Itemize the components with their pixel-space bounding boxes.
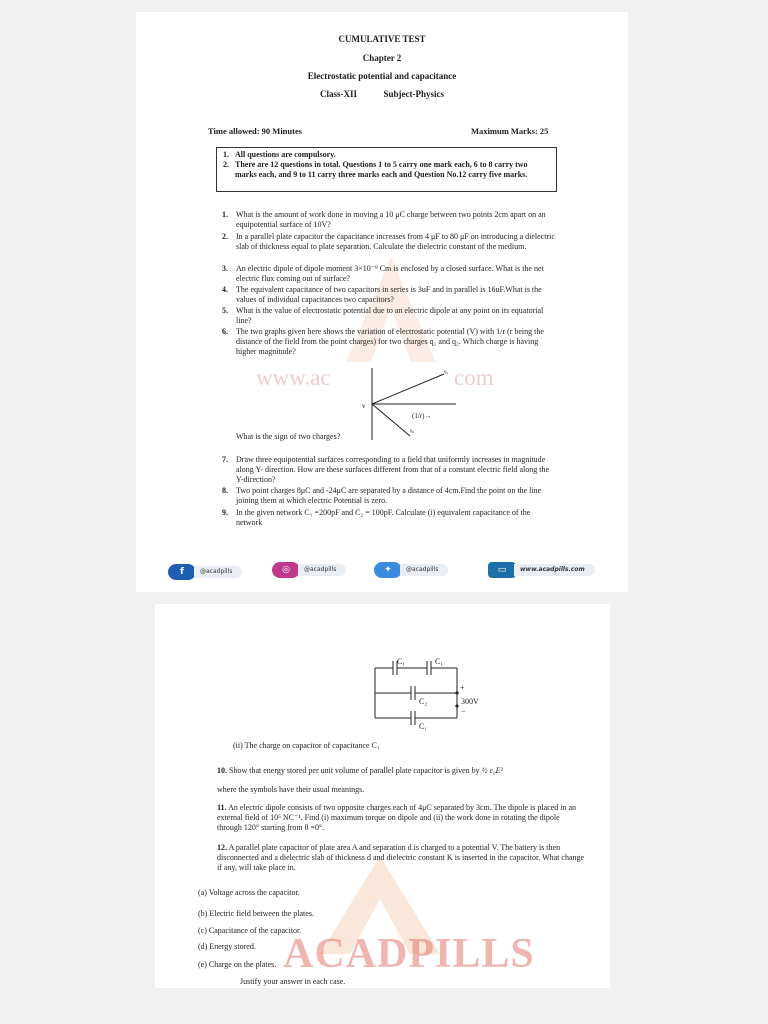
test-page-1 xyxy=(136,12,628,592)
label-plus: + xyxy=(460,683,465,692)
question-1: 1. What is the amount of work done in moving a 10 μC charge between two points 2cm apart on an equipotential surface of 10V? xyxy=(222,210,546,229)
subject-label: Subject-Physics xyxy=(383,89,444,99)
question-2: 2. In a parallel plate capacitor the capacitance increases from 4 μF to 80 μF on introducing a dielectric slab of thickness equal to plate separation. Calculate the dielectric constant of the medium. xyxy=(222,232,555,251)
twitter-link[interactable] xyxy=(374,562,448,578)
question-10-note: where the symbols have their usual meanings. xyxy=(217,785,365,794)
instagram-handle: @acadpills xyxy=(298,564,346,576)
subject-title: Electrostatic potential and capacitance xyxy=(307,71,457,81)
label-c1-top-left: C₁ xyxy=(397,657,406,666)
question-7: 7. Draw three equipotential surfaces corresponding to a field that uniformly increases in magnitude along Y- direction. How are these surfaces different from that of a constant electric field along the Y-direction? xyxy=(222,455,549,484)
question-5: 5. What is the value of electrostatic potential due to an electric dipole at any point on its equatorial line? xyxy=(222,306,544,325)
option-d: (d) Energy stored. xyxy=(198,942,256,951)
question-12: 12. A parallel plate capacitor of plate area A and separation d is charged to a potential V. The battery is then disconnected and a dielectric slab of thickness d and dielectric constant K is inserted in the capacitor. What change if any, will take place in. xyxy=(217,843,585,872)
question-9-part-ii: (ii) The charge on capacitor of capacitance C₁ xyxy=(233,741,380,750)
twitter-handle: @acadpills xyxy=(400,564,448,576)
graph-q2-label: q₂ xyxy=(410,429,415,434)
web-icon: ▭ xyxy=(488,562,516,578)
option-b: (b) Electric field between the plates. xyxy=(198,909,314,918)
class-label: Class-XII xyxy=(319,89,357,99)
option-c: (c) Capacitance of the capacitor. xyxy=(198,926,302,935)
time-allowed: Time allowed: 90 Minutes xyxy=(208,126,303,136)
graph-axis-label: (1/r)→ xyxy=(412,412,432,420)
website-link[interactable] xyxy=(488,562,595,578)
graph-caption: What is the sign of two charges? xyxy=(236,432,341,441)
chapter-label: Chapter 2 xyxy=(362,53,402,63)
instruction-item: 2. There are 12 questions in total. Questions 1 to 5 carry one mark each, 6 to 8 carry two marks each, and 9 to 11 carry three marks each and Question No.12 carry five marks. xyxy=(223,160,528,179)
label-minus: − xyxy=(461,707,466,716)
label-c2: C₂ xyxy=(419,697,428,706)
website-url: www.acadpills.com xyxy=(514,564,595,576)
graph-v-label: v xyxy=(362,402,366,410)
facebook-link[interactable] xyxy=(168,564,242,580)
question-6: 6. The two graphs given here shows the variation of electrostatic potential (V) with 1/r (r being the distance of the field from the point charges) for two charges q₁ and q₂. Which charge is having higher magnitude? xyxy=(222,327,544,356)
label-voltage: 300V xyxy=(461,697,479,706)
label-c1-top-right: C₁ xyxy=(435,657,444,666)
question-3: 3. An electric dipole of dipole moment 3×10⁻⁹ Cm is enclosed by a closed surface. What is the net electric flux coming out of surface? xyxy=(222,264,544,283)
capacitor-circuit xyxy=(365,656,515,736)
class-subject-row xyxy=(136,89,628,99)
question-10: 10. Show that energy stored per unit volume of parallel plate capacitor is given by ½ ε₀E² xyxy=(217,766,503,775)
potential-graph xyxy=(360,364,460,444)
question-4: 4. The equivalent capacitance of two capacitors in series is 3uF and in parallel is 16uF.What is the values of individual capacitances two capacitors? xyxy=(222,285,542,304)
twitter-icon: ✦ xyxy=(374,562,402,578)
question-9: 9. In the given network C₁ =200pF and C₂ = 100pF. Calculate (i) equivalent capacitance of the network xyxy=(222,508,531,527)
facebook-handle: @acadpills xyxy=(194,566,242,578)
label-c1-bottom: C₁ xyxy=(419,722,428,731)
maximum-marks: Maximum Marks: 25 xyxy=(471,126,549,136)
instructions-box xyxy=(216,147,557,192)
energy-formula: ½ ε₀E² xyxy=(481,766,503,775)
watermark-right: com xyxy=(454,365,494,390)
facebook-icon: f xyxy=(168,564,196,580)
page-title: CUMULATIVE TEST xyxy=(338,34,426,44)
question-8: 8. Two point charges 8μC and -24μC are separated by a distance of 4cm.Find the point on the line joining them at which electric Potential is zero. xyxy=(222,486,542,505)
justify-note: Justify your answer in each case. xyxy=(240,977,346,986)
instruction-item: 1. All questions are compulsory. xyxy=(223,150,336,159)
test-page-2 xyxy=(155,604,610,988)
watermark-left: www.ac xyxy=(256,365,331,390)
instagram-icon: ◎ xyxy=(272,562,300,578)
instagram-link[interactable] xyxy=(272,562,346,578)
question-11: 11. An electric dipole consists of two opposite charges each of 4μC separated by 3cm. The dipole is placed in an external field of 10⁵ NC⁻¹. Find (i) maximum torque on dipole and (ii) the work done in rotating the dipole through 120° starting from θ =0°. xyxy=(217,803,577,832)
option-a: (a) Voltage across the capacitor. xyxy=(198,888,300,897)
option-e: (e) Charge on the plates. xyxy=(198,960,277,969)
watermark-acadpills: ACADPILLS xyxy=(283,931,535,977)
graph-q1-label: q₁ xyxy=(444,370,449,375)
